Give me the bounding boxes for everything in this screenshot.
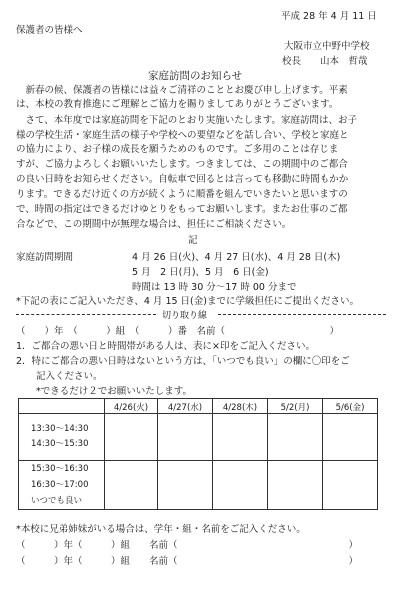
period-dates-1: 4 月 26 日(火)、4 月 27 日(水)、4 月 28 日(木) bbox=[132, 252, 341, 263]
submit-note: *下記の表にご記入いただき、4 月 15 日(金)までに学級担任にご提出ください。 bbox=[16, 296, 359, 307]
time-slot: 13:30～14:30 bbox=[31, 424, 89, 434]
date-header: 5/2(月) bbox=[268, 399, 323, 414]
body-line: の協力により、お子様の成長を願うためのものです。ご多用のことは存じま bbox=[16, 144, 339, 155]
ki-heading: 記 bbox=[188, 235, 198, 246]
answer-cell[interactable] bbox=[213, 461, 268, 510]
body-line: さて、本年度では家庭訪問を下記のとおり実施いたします。家庭訪問は、お子 bbox=[16, 115, 358, 126]
date-header: 4/27(水) bbox=[158, 399, 213, 414]
table-header-row bbox=[19, 399, 378, 414]
time-slot: いつでも良い bbox=[31, 496, 83, 506]
sibling-row-1[interactable]: （ ）年（ ）組 名前（ ） bbox=[16, 540, 359, 551]
body-line: 様の学校生活・家庭生活の様子や学校への要望などを話し合い、学校と家庭と bbox=[16, 130, 349, 141]
cut-dash-right bbox=[218, 314, 386, 315]
date-header: 4/28(木) bbox=[213, 399, 268, 414]
principal-name: 校長 山本 哲哉 bbox=[282, 56, 368, 67]
answer-cell[interactable] bbox=[213, 414, 268, 461]
schedule-table bbox=[18, 398, 378, 510]
answer-cell[interactable] bbox=[158, 414, 213, 461]
sibling-note: *本校に兄弟姉妹がいる場合は、学年・組・名前をご記入ください。 bbox=[16, 524, 306, 535]
student-form-line[interactable]: （ ）年 （ ）組 （ ）番 名前（ ） bbox=[16, 326, 340, 337]
table-row bbox=[19, 414, 378, 461]
body-line: ります。できるだけ近くの方が続くように順番を組んでいきたいと思いますの bbox=[16, 189, 348, 200]
body-line: 新春の候、保護者の皆様には益々ご清祥のこととお慶び申し上げます。平素 bbox=[16, 85, 348, 96]
answer-cell[interactable] bbox=[268, 461, 323, 510]
time-slot: 14:30～15:30 bbox=[31, 439, 89, 449]
answer-cell[interactable] bbox=[105, 414, 158, 461]
school-name: 大阪市立中野中学校 bbox=[284, 41, 370, 52]
answer-cell[interactable] bbox=[105, 461, 158, 510]
cut-label: 切り取り線 bbox=[162, 311, 208, 321]
body-line: すが、ご協力よろしくお願いいたします。つきましては、この期間中のご都合 bbox=[16, 159, 348, 170]
period-time: 時間は 13 時 30 分～17 時 00 分まで bbox=[132, 282, 297, 293]
time-slot-cell bbox=[19, 414, 105, 461]
instruction-2-cont: 記入ください。 bbox=[36, 371, 103, 382]
period-dates-2: 5 月 2 日(月)、5 月 6 日(金) bbox=[132, 267, 269, 278]
answer-cell[interactable] bbox=[323, 461, 378, 510]
date-header: 5/6(金) bbox=[323, 399, 378, 414]
time-slot: 16:30～17:00 bbox=[31, 480, 89, 490]
body-line: の良い日時をお知らせください。自転車で回るとは言っても移動に時間もかか bbox=[16, 174, 349, 185]
body-line: で、時間の指定はできるだけゆとりをもってお願いします。またお仕事のご都 bbox=[16, 204, 348, 215]
date-header: 4/26(火) bbox=[105, 399, 158, 414]
cut-dash-left bbox=[16, 314, 156, 315]
body-line: は、本校の教育推進にご理解とご協力を賜りましてありがとうございます。 bbox=[16, 99, 339, 110]
instruction-1: 1．ご都合の悪い日と時間帯がある人は、表に×印をご記入ください。 bbox=[16, 341, 316, 352]
time-slot: 15:30～16:30 bbox=[31, 464, 89, 474]
sibling-row-2[interactable]: （ ）年（ ）組 名前（ ） bbox=[16, 556, 359, 567]
page-title: 家庭訪問のお知らせ bbox=[148, 70, 243, 82]
corner-cell bbox=[19, 399, 105, 414]
period-label: 家庭訪問期間 bbox=[16, 252, 74, 263]
time-slot-cell bbox=[19, 461, 105, 510]
letter-date: 平成 28 年 4 月 11 日 bbox=[281, 11, 377, 22]
cut-line bbox=[16, 308, 386, 320]
addressee: 保護者の皆様へ bbox=[16, 25, 83, 36]
instruction-3: *できるだけ２でお願いいたします。 bbox=[36, 386, 192, 397]
answer-cell[interactable] bbox=[323, 414, 378, 461]
answer-cell[interactable] bbox=[268, 414, 323, 461]
table-row bbox=[19, 461, 378, 510]
answer-cell[interactable] bbox=[158, 461, 213, 510]
body-line: 合などで、この期間中が無理な場合は、担任にご相談ください。 bbox=[16, 219, 292, 230]
instruction-2: 2．特にご都合の悪い日時はないという方は、「いつでも良い」の欄に〇印をご bbox=[16, 356, 350, 367]
